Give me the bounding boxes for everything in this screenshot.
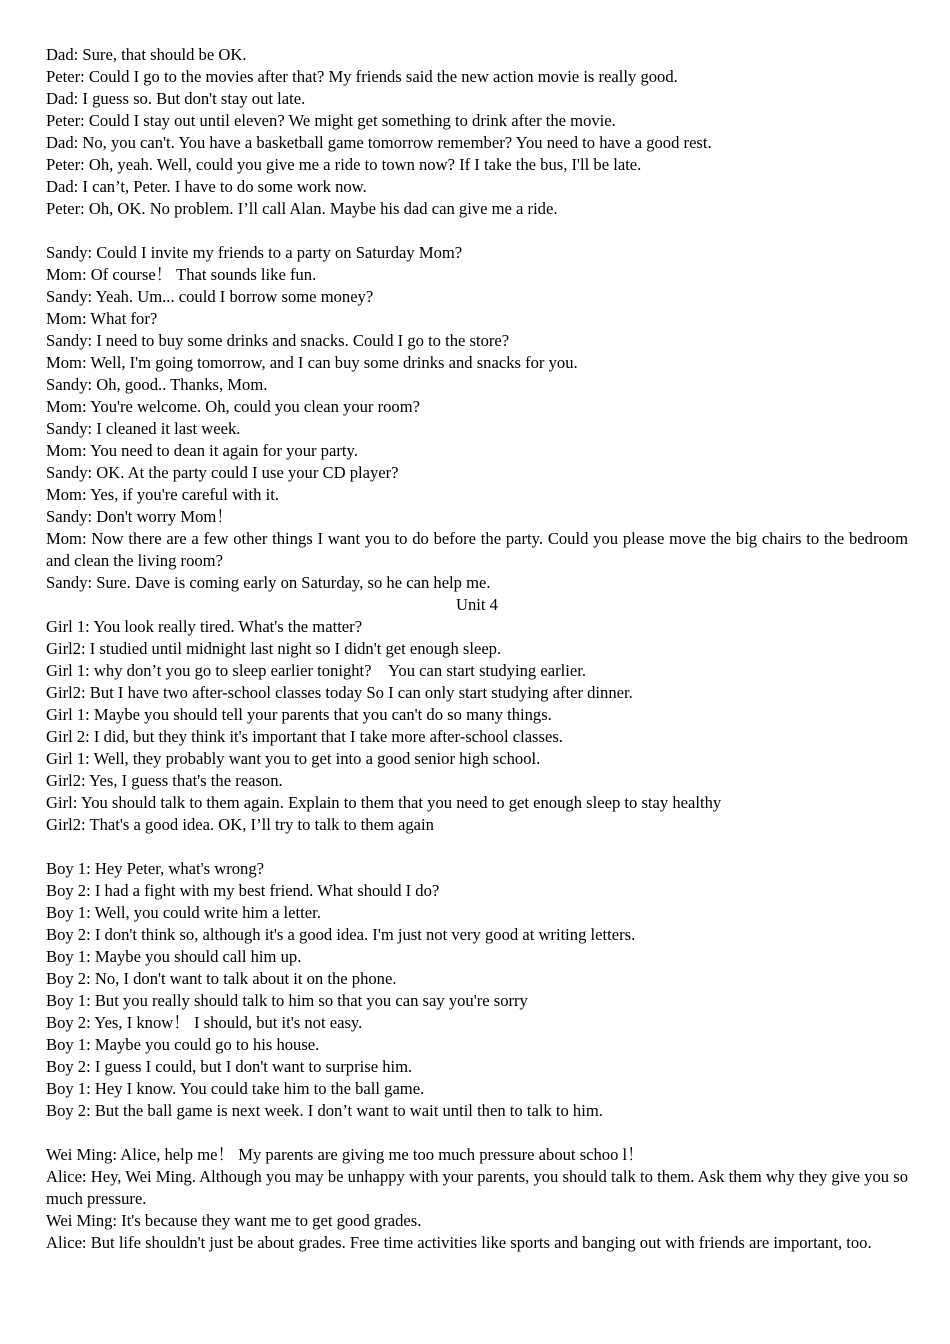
dialogue-line: Boy 2: I had a fight with my best friend. What should I do?: [46, 881, 440, 900]
dialogue-line: Boy 1: Well, you could write him a letter.: [46, 903, 321, 922]
dialogue-line: Mom: You need to dean it again for your party.: [46, 441, 358, 460]
dialogue-line: Girl 2: I did, but they think it's important that I take more after-school classes.: [46, 727, 563, 746]
dialogue-line: Mom: Yes, if you're careful with it.: [46, 485, 279, 504]
dialogue-line: Sandy: Could I invite my friends to a party on Saturday Mom?: [46, 243, 463, 262]
dialogue-line: Girl2: Yes, I guess that's the reason.: [46, 771, 283, 790]
dialogue-line: Mom: Well, I'm going tomorrow, and I can buy some drinks and snacks for you.: [46, 353, 578, 372]
dialogue-line: Girl2: That's a good idea. OK, I’ll try to talk to them again: [46, 815, 434, 834]
dialogue-line: Mom: You're welcome. Oh, could you clean your room?: [46, 397, 420, 416]
dialogue-line: Boy 1: But you really should talk to him so that you can say you're sorry: [46, 991, 528, 1010]
dialogue-line: Sandy: I need to buy some drinks and snacks. Could I go to the store?: [46, 331, 510, 350]
dialogue-line: Girl 1: Maybe you should tell your parents that you can't do so many things.: [46, 705, 552, 724]
unit-heading: Unit 4: [456, 595, 498, 614]
dialogue-line: Boy 1: Maybe you could go to his house.: [46, 1035, 320, 1054]
dialogue-line: Dad: No, you can't. You have a basketball game tomorrow remember? You need to have a good rest.: [46, 133, 712, 152]
dialogue-sandy-mom: [46, 242, 908, 594]
dialogue-line: Boy 2: I guess I could, but I don't want to surprise him.: [46, 1057, 413, 1076]
dialogue-line: Boy 1: Maybe you should call him up.: [46, 947, 302, 966]
dialogue-line: Boy 2: No, I don't want to talk about it on the phone.: [46, 969, 397, 988]
dialogue-line: Sandy: I cleaned it last week.: [46, 419, 241, 438]
dialogue-line: Peter: Oh, yeah. Well, could you give me a ride to town now? If I take the bus, I'll be late.: [46, 155, 642, 174]
paragraph-gap: [46, 836, 908, 858]
dialogue-line: Mom: What for?: [46, 309, 158, 328]
dialogue-line: Sandy: Don't worry Mom！: [46, 507, 233, 526]
dialogue-line: Sandy: Oh, good.. Thanks, Mom.: [46, 375, 268, 394]
dialogue-paragraph: Alice: But life shouldn't just be about grades. Free time activities like sports and banging out with friends are important, too.: [46, 1233, 872, 1252]
dialogue-line: Boy 2: I don't think so, although it's a good idea. I'm just not very good at writing letters.: [46, 925, 636, 944]
dialogue-line: Girl 1: why don’t you go to sleep earlier tonight? You can start studying earlier.: [46, 661, 586, 680]
dialogue-line: Dad: Sure, that should be OK.: [46, 45, 247, 64]
dialogue-line: Wei Ming: It's because they want me to get good grades.: [46, 1211, 422, 1230]
document-body: [46, 44, 908, 1254]
dialogue-line: Boy 1: Hey Peter, what's wrong?: [46, 859, 265, 878]
dialogue-line: Girl: You should talk to them again. Explain to them that you need to get enough sleep to stay healthy: [46, 793, 722, 812]
dialogue-line: Peter: Could I stay out until eleven? We might get something to drink after the movie.: [46, 111, 616, 130]
dialogue-line: Boy 2: But the ball game is next week. I don’t want to wait until then to talk to him.: [46, 1101, 603, 1120]
dialogue-weiming-alice: [46, 1144, 908, 1254]
dialogue-girls: [46, 616, 908, 836]
dialogue-line: Peter: Could I go to the movies after that? My friends said the new action movie is really good.: [46, 67, 678, 86]
dialogue-paragraph: Mom: Now there are a few other things I want you to do before the party. Could you please move the big chairs to the bedroom and clean the living room?: [46, 529, 908, 570]
dialogue-line: Mom: Of course！ That sounds like fun.: [46, 265, 317, 284]
dialogue-boys: [46, 858, 908, 1122]
dialogue-line: Girl2: I studied until midnight last night so I didn't get enough sleep.: [46, 639, 502, 658]
dialogue-line: Sandy: Yeah. Um... could I borrow some money?: [46, 287, 374, 306]
dialogue-line: Boy 2: Yes, I know！ I should, but it's not easy.: [46, 1013, 363, 1032]
paragraph-gap: [46, 220, 908, 242]
dialogue-line: Dad: I can’t, Peter. I have to do some work now.: [46, 177, 367, 196]
dialogue-line: Girl 1: Well, they probably want you to get into a good senior high school.: [46, 749, 541, 768]
dialogue-line: Boy 1: Hey I know. You could take him to the ball game.: [46, 1079, 425, 1098]
dialogue-dad-peter: [46, 44, 908, 220]
dialogue-line: Sandy: Sure. Dave is coming early on Saturday, so he can help me.: [46, 573, 491, 592]
paragraph-gap: [46, 1122, 908, 1144]
dialogue-paragraph: Alice: Hey, Wei Ming. Although you may be unhappy with your parents, you should talk to them. Ask them why they give you so much pressure.: [46, 1167, 908, 1208]
dialogue-line: Girl2: But I have two after-school classes today So I can only start studying after dinner.: [46, 683, 633, 702]
dialogue-line: Peter: Oh, OK. No problem. I’ll call Alan. Maybe his dad can give me a ride.: [46, 199, 558, 218]
dialogue-line: Girl 1: You look really tired. What's the matter?: [46, 617, 363, 636]
dialogue-line: Dad: I guess so. But don't stay out late.: [46, 89, 306, 108]
dialogue-line: Wei Ming: Alice, help me！ My parents are giving me too much pressure about schoo l！: [46, 1145, 644, 1164]
dialogue-line: Sandy: OK. At the party could I use your CD player?: [46, 463, 399, 482]
